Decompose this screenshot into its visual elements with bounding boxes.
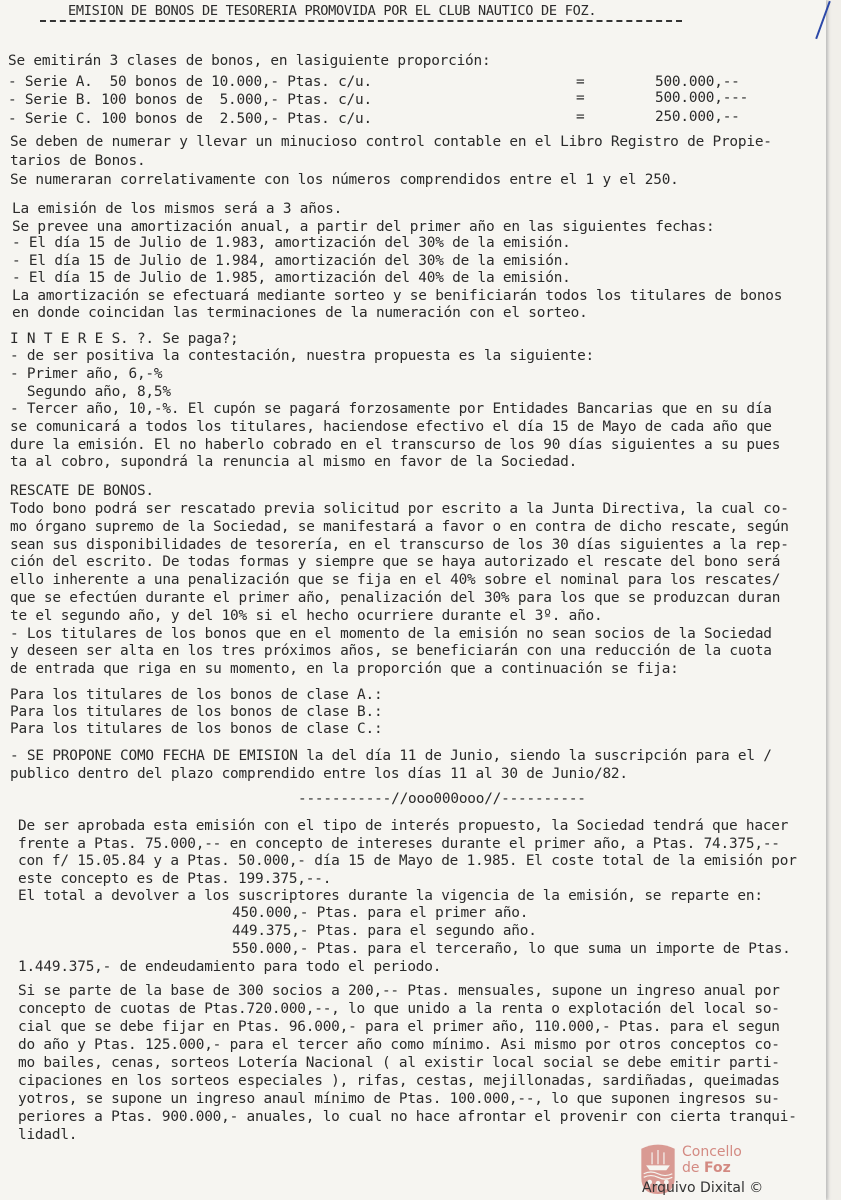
equals-sign: = — [576, 109, 585, 125]
text-line: 449.375,- Ptas. para el segundo año. — [232, 923, 537, 939]
text-line: -----------//ooo000ooo//---------- — [298, 791, 586, 807]
series-total-amount: 500.000,-- — [655, 74, 740, 90]
text-line: yotros, se supone un ingreso anaul mínimo de Ptas. 100.000,--, lo que suponen ingresos su- — [18, 1091, 780, 1107]
text-line: lidadl. — [18, 1127, 78, 1143]
text-line: te el segundo año, y del 10% si el hecho ocurriere durante el 3º. año. — [10, 608, 603, 624]
equals-sign: = — [576, 90, 585, 106]
text-line: frente a Ptas. 75.000,-- en concepto de intereses durante el primer año, a Ptas. 74.375,-- — [18, 836, 780, 852]
text-line: La amortización se efectuará mediante sorteo y se benificiarán todos los titulares de bonos — [12, 288, 783, 304]
text-line: De ser aprobada esta emisión con el tipo de interés propuesto, la Sociedad tendrá que hacer — [18, 818, 789, 834]
text-line: - SE PROPONE COMO FECHA DE EMISION la del día 11 de Junio, siendo la suscripción para el / — [10, 748, 772, 764]
logo-text — [682, 1144, 742, 1176]
text-line: Se deben de numerar y llevar un minucioso control contable en el Libro Registro de Propie- — [10, 134, 772, 150]
text-line: mo bailes, cenas, sorteos Lotería Nacional ( al existir local social se debe emitir parti- — [18, 1055, 780, 1071]
text-line: Si se parte de la base de 300 socios a 200,-- Ptas. mensuales, supone un ingreso anual por — [18, 983, 780, 999]
text-line: de entrada que riga en su momento, en la proporción que a continuación se fija: — [10, 661, 679, 677]
title-underline — [40, 20, 682, 22]
text-line: 1.449.375,- de endeudamiento para todo el periodo. — [18, 959, 442, 975]
text-line: Se emitirán 3 clases de bonos, en lasiguiente proporción: — [8, 53, 491, 69]
text-line: periores a Ptas. 900.000,- anuales, lo cual no hace afrontar el provenir con cierta tranqui- — [18, 1109, 797, 1125]
text-line: Se prevee una amortización anual, a partir del primer año en las siguientes fechas: — [12, 219, 715, 235]
equals-sign: = — [576, 74, 585, 90]
text-line: dure la emisión. El no haberlo cobrado en el transcurso de los 90 días siguientes a su pues — [10, 437, 781, 453]
text-line: se comunicará a todos los titulares, haciendose efectivo el día 15 de Mayo de cada año que — [10, 419, 772, 435]
text-line: I N T E R E S. ?. Se paga?; — [10, 331, 239, 347]
series-total-amount: 250.000,-- — [655, 109, 740, 125]
text-line: ta al cobro, supondrá la renuncia al mismo en favor de la Sociedad. — [10, 454, 578, 470]
text-line: - Serie B. 100 bonos de 5.000,- Ptas. c/u. — [8, 92, 372, 108]
text-line: sean sus disponibilidades de tesorería, en el transcurso de los 30 días siguientes a la rep- — [10, 537, 789, 553]
text-line: Para los titulares de los bonos de clase B.: — [10, 704, 383, 720]
text-line: - Serie C. 100 bonos de 2.500,- Ptas. c/u. — [8, 111, 372, 127]
text-line: - Los titulares de los bonos que en el momento de la emisión no sean socios de la Sociedad — [10, 626, 772, 642]
text-line: - Primer año, 6,-% — [10, 366, 163, 382]
text-line: mo órgano supremo de la Sociedad, se manifestará a favor o en contra de dicho rescate, según — [10, 519, 789, 535]
text-line: cial que se debe fijar en Ptas. 96.000,- para el primer año, 110.000,- Ptas. para el segun — [18, 1019, 780, 1035]
text-line: - El día 15 de Julio de 1.984, amortización del 30% de la emisión. — [12, 253, 571, 269]
text-line: publico dentro del plazo comprendido entre los días 11 al 30 de Junio/82. — [10, 766, 628, 782]
text-line: Se numeraran correlativamente con los números comprendidos entre el 1 y el 250. — [10, 172, 679, 188]
text-line: La emisión de los mismos será a 3 años. — [12, 201, 343, 217]
logo-line2-prefix: de — [682, 1160, 700, 1176]
text-line: - de ser positiva la contestación, nuestra propuesta es la siguiente: — [10, 348, 595, 364]
text-line: este concepto es de Ptas. 199.375,--. — [18, 871, 332, 887]
text-line: 450.000,- Ptas. para el primer año. — [232, 905, 529, 921]
pen-mark — [815, 1, 831, 39]
text-line: - El día 15 de Julio de 1.983, amortización del 30% de la emisión. — [12, 235, 571, 251]
text-line: El total a devolver a los suscriptores durante la vigencia de la emisión, se reparte en: — [18, 888, 763, 904]
text-line: ello inherente a una penalización que se fija en el 40% sobre el nominal para los rescates/ — [10, 572, 781, 588]
series-total-amount: 500.000,--- — [655, 90, 749, 106]
text-line: Segundo año, 8,5% — [10, 384, 171, 400]
text-line: tarios de Bonos. — [10, 153, 146, 169]
text-line: Para los titulares de los bonos de clase A.: — [10, 687, 383, 703]
text-line: Todo bono podrá ser rescatado previa solicitud por escrito a la Junta Directiva, la cual co- — [10, 501, 789, 517]
logo-line1: Concello — [682, 1144, 742, 1160]
text-line: 550.000,- Ptas. para el terceraño, lo que suma un importe de Ptas. — [232, 941, 791, 957]
text-line: en donde coincidan las terminaciones de la numeración con el sorteo. — [12, 305, 588, 321]
text-line: do año y Ptas. 125.000,- para el tercer año como mínimo. Asi mismo por otros conceptos co- — [18, 1037, 780, 1053]
text-line: concepto de cuotas de Ptas.720.000,--, lo que unido a la renta o explotación del local so- — [18, 1001, 780, 1017]
text-line: ción del escrito. De todas formas y siempre que se haya autorizado el rescate del bono será — [10, 554, 781, 570]
logo-line2-bold: Foz — [703, 1160, 731, 1176]
text-line: - Tercer año, 10,-%. El cupón se pagará forzosamente por Entidades Bancarias que en su día — [10, 401, 772, 417]
archive-watermark: Arquivo Dixital © — [642, 1180, 764, 1196]
text-line: RESCATE DE BONOS. — [10, 483, 154, 499]
text-line: y deseen ser alta en los tres próximos años, se beneficiarán con una reducción de la cuota — [10, 643, 772, 659]
document-title: EMISION DE BONOS DE TESORERIA PROMOVIDA POR EL CLUB NAUTICO DE FOZ. — [68, 3, 597, 19]
text-line: - Serie A. 50 bonos de 10.000,- Ptas. c/u. — [8, 74, 372, 90]
text-line: con f/ 15.05.84 y a Ptas. 50.000,- día 15 de Mayo de 1.985. El coste total de la emisión por — [18, 853, 797, 869]
text-line: Para los titulares de los bonos de clase C.: — [10, 721, 383, 737]
text-line: cipaciones en los sorteos especiales ), rifas, cestas, mejillonadas, sardiñadas, queimadas — [18, 1073, 780, 1089]
text-line: que se efectúen durante el primer año, penalización del 30% para los que se produzcan duran — [10, 590, 781, 606]
text-line: - El día 15 de Julio de 1.985, amortización del 40% de la emisión. — [12, 270, 571, 286]
